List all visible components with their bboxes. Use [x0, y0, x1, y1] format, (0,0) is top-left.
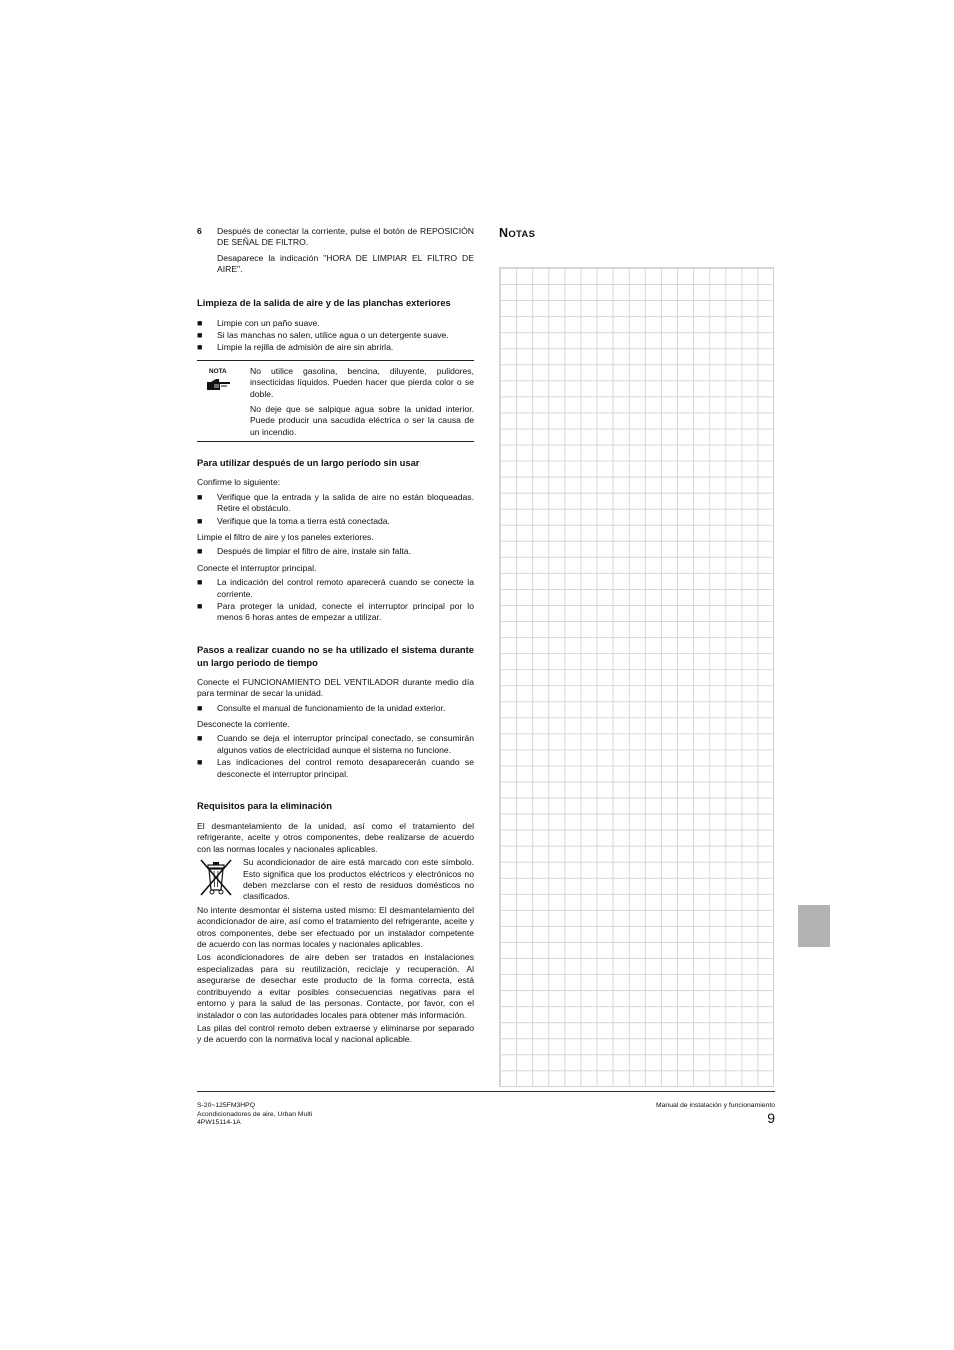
- footer-product: Acondicionadores de aire, Urban Multi: [197, 1110, 313, 1118]
- bullet-square-icon: ■: [197, 546, 203, 557]
- footer-divider: [197, 1091, 775, 1092]
- para: El desmantelamiento de la unidad, así como el tratamiento del refrigerante, aceite y otros componentes, debe realizarse de acuerdo con las normas locales y nacionales aplicables.: [197, 821, 474, 854]
- list-item: ■ Verifique que la toma a tierra está conectada.: [197, 515, 390, 526]
- step-text: Después de conectar la corriente, pulse el botón de REPOSICIÓN DE SEÑAL DE FILTRO.: [217, 226, 474, 248]
- crossed-wheelie-bin-icon: [197, 857, 243, 903]
- bullet-square-icon: ■: [197, 317, 203, 328]
- list-item: ■ Después de limpiar el filtro de aire, instale sin falta.: [197, 546, 411, 557]
- step-6: [197, 226, 474, 276]
- note-text-1: No utilice gasolina, bencina, diluyente, pulidores, insecticidas líquidos. Pueden hacer que pierda color o se doble.: [250, 365, 474, 399]
- list-item: ■ La indicación del control remoto aparecerá cuando se conecte la corriente.: [197, 577, 474, 599]
- not-used-list-1: [197, 703, 474, 714]
- notes-title: NOTAS: [499, 226, 536, 240]
- not-used-list-2: [197, 733, 474, 780]
- list-item: ■ Las indicaciones del control remoto desaparecerán cuando se desconecte el interruptor principal.: [197, 757, 474, 779]
- note-box: [197, 360, 474, 442]
- symbol-text: Su acondicionador de aire está marcado con este símbolo. Esto significa que los productos eléctricos y electrónicos no deben mezclarse con el resto de residuos domésticos no clasificados.: [243, 857, 474, 902]
- para: Confirme lo siguiente:: [197, 477, 281, 488]
- bullet-square-icon: ■: [197, 515, 203, 526]
- bullet-square-icon: ■: [197, 757, 203, 768]
- para: Las pilas del control remoto deben extraerse y eliminarse por separado y de acuerdo con la normativa local y nacional aplicable.: [197, 1022, 474, 1045]
- after-long-list-2: [197, 546, 474, 557]
- heading-disposal: Requisitos para la eliminación: [197, 800, 332, 811]
- section-tab: [798, 905, 830, 947]
- bullet-square-icon: ■: [197, 491, 203, 502]
- heading-after-long: Para utilizar después de un largo período sin usar: [197, 457, 420, 469]
- para: Limpie el filtro de aire y los paneles exteriores.: [197, 531, 374, 542]
- para: No intente desmontar el sistema usted mismo: El desmantelamiento del acondicionador de aire, así como el tratamiento del refrigerante, aceite y otros componentes, debe ser efectuado por un instalador competente de acuerdo con las normas locales y nacionales aplicables.: [197, 904, 474, 950]
- cleaning-list: [197, 318, 474, 354]
- heading-not-used: Pasos a realizar cuando no se ha utilizado el sistema durante un largo periodo de tiempo: [197, 643, 474, 668]
- heading-cleaning: Limpieza de la salida de aire y de las planchas exteriores: [197, 296, 451, 308]
- footer-doc-code: 4PW15114-1A: [197, 1119, 241, 1127]
- footer-manual-title: Manual de instalación y funcionamiento: [655, 1102, 775, 1109]
- after-long-list-3: [197, 577, 474, 624]
- list-item: ■ Si las manchas no salen, utilice agua o un detergente suave.: [197, 330, 449, 341]
- bullet-square-icon: ■: [197, 342, 203, 353]
- hand-pointing-icon: [207, 378, 231, 395]
- list-item: ■ Consulte el manual de funcionamiento de la unidad exterior.: [197, 702, 446, 713]
- para: Los acondicionadores de aire deben ser tratados en instalaciones especializadas para su reutilización, reciclaje y recuperación. Al asegurarse de desechar este producto de la forma correcta, está contribuyendo a evitar posibles consecuencias negativas para el entorno y para la salud de las personas. Contacte, por favor, con el instalador o con las autoridades locales para obtener más información.: [197, 952, 474, 1020]
- step-text-2: Desaparece la indicación "HORA DE LIMPIAR EL FILTRO DE AIRE".: [217, 252, 474, 275]
- bullet-square-icon: ■: [197, 330, 203, 341]
- para: Conecte el interruptor principal.: [197, 562, 317, 573]
- disposal-symbol-block: [197, 857, 474, 903]
- bullet-square-icon: ■: [197, 733, 203, 744]
- page-number: 9: [767, 1109, 775, 1126]
- para: Desconecte la corriente.: [197, 718, 290, 729]
- step-number: 6: [197, 226, 202, 236]
- list-item: ■ Verifique que la entrada y la salida de aire no están bloqueadas. Retire el obstáculo.: [197, 491, 474, 514]
- bullet-square-icon: ■: [197, 702, 203, 713]
- para: Conecte el FUNCIONAMIENTO DEL VENTILADOR durante medio día para terminar de secar la unidad.: [197, 676, 474, 699]
- list-item: ■ Para proteger la unidad, conecte el interruptor principal por lo menos 6 horas antes de empezar a utilizar.: [197, 600, 474, 623]
- note-label: NOTA: [209, 367, 227, 375]
- list-item: ■ Limpie la rejilla de admisión de aire sin abrirla.: [197, 342, 394, 353]
- notes-grid: [499, 267, 774, 1087]
- list-item: ■ Limpie con un paño suave.: [197, 317, 320, 328]
- note-text-2: No deje que se salpique agua sobre la unidad interior. Puede producir una sacudida eléctrica o ser la causa de un incendio.: [250, 404, 474, 437]
- footer-model: S-20~125FM3HPQ: [197, 1102, 255, 1109]
- bullet-square-icon: ■: [197, 577, 203, 588]
- list-item: ■ Cuando se deja el interruptor principal conectado, se consumirán algunos vatios de electricidad aunque el sistema no funcione.: [197, 733, 474, 755]
- bullet-square-icon: ■: [197, 600, 203, 611]
- after-long-list-1: [197, 492, 474, 527]
- footer-left: [197, 1102, 312, 1128]
- footer-right: [656, 1102, 775, 1126]
- left-column: [197, 226, 474, 1046]
